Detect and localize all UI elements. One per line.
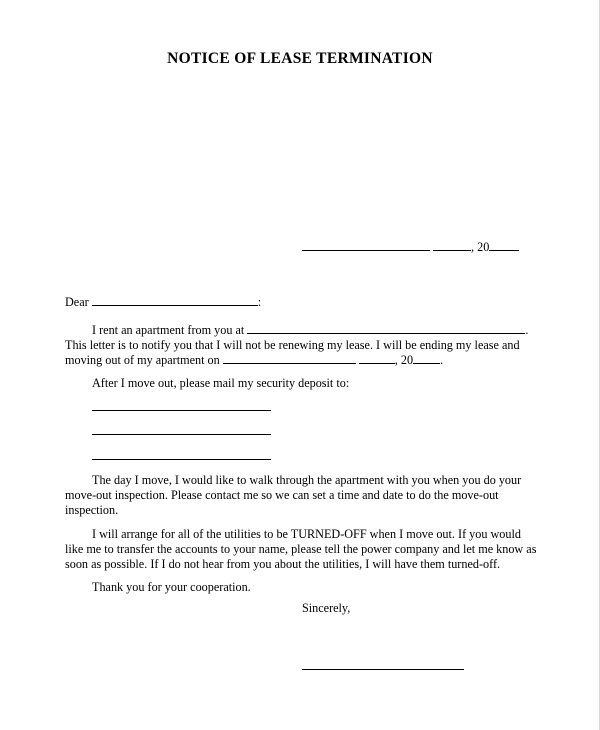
date-day-blank[interactable]: [433, 239, 471, 251]
paragraph4-line3: soon as possible. If I do not hear from you about the utilities, I will have them turned-off.: [65, 557, 501, 571]
address-line-2[interactable]: [92, 434, 271, 435]
salutation-end: :: [257, 295, 262, 309]
moveout-day-blank[interactable]: [359, 352, 395, 364]
paragraph3-line3: inspection.: [65, 503, 119, 517]
date-month-day-blank[interactable]: [302, 239, 430, 251]
apartment-address-blank[interactable]: [247, 322, 525, 334]
thanks-line: Thank you for your cooperation.: [92, 580, 251, 594]
paragraph2-text: After I move out, please mail my security deposit to:: [92, 376, 350, 390]
date-year-prefix: 20: [477, 240, 490, 254]
paragraph1-line1: [92, 322, 528, 338]
date-line: [302, 239, 519, 255]
address-line-1[interactable]: [92, 410, 271, 411]
paragraph4-line2: like me to transfer the accounts to your name, please tell the power company and let me know as: [65, 542, 537, 556]
paragraph1-line1-text: I rent an apartment from you at: [92, 323, 245, 337]
salutation-word: Dear: [65, 295, 89, 309]
moveout-year-prefix: 20: [400, 353, 414, 367]
address-line-3[interactable]: [92, 459, 271, 460]
moveout-separator: ,: [394, 353, 401, 367]
salutation-line: [65, 294, 261, 310]
paragraph4-line1: I will arrange for all of the utilities to be TURNED-OFF when I move out. If you would: [92, 527, 521, 541]
document-title: NOTICE OF LEASE TERMINATION: [167, 50, 433, 67]
paragraph1-line3: [65, 352, 443, 368]
paragraph1-line1-end: .: [525, 323, 529, 337]
closing-line: Sincerely,: [302, 601, 351, 615]
date-separator: ,: [471, 240, 478, 254]
landlord-name-blank[interactable]: [92, 294, 258, 306]
moveout-year-blank[interactable]: [413, 352, 440, 364]
paragraph1-line2: This letter is to notify you that I will not be renewing my lease. I will be ending my lease and: [65, 338, 520, 352]
paragraph1-line3-end: .: [440, 353, 444, 367]
date-year-blank[interactable]: [489, 239, 519, 251]
paragraph3-line1: The day I move, I would like to walk through the apartment with you when you do your: [92, 473, 522, 487]
paragraph3-line2: move-out inspection. Please contact me so we can set a time and date to do the move-out: [65, 488, 499, 502]
paragraph1-line3-text: moving out of my apartment on: [65, 353, 220, 367]
signature-line[interactable]: [302, 669, 464, 670]
moveout-date-blank[interactable]: [223, 352, 356, 364]
